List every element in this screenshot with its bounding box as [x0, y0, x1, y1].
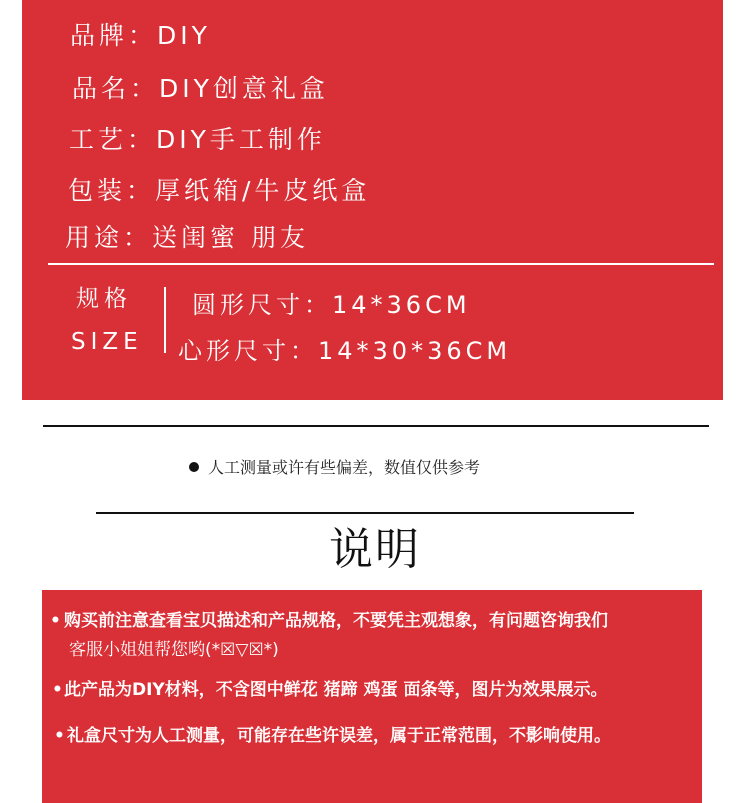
- notice-item-1-line1: 购买前注意查看宝贝描述和产品规格，不要凭主观想象，有问题咨询我们: [64, 611, 608, 631]
- size-heart: 心形尺寸：14*30*36CM: [178, 337, 512, 365]
- notice-item-2: [52, 676, 608, 704]
- bullet-marker: •: [54, 726, 65, 746]
- bullet-dot-icon: [189, 462, 199, 472]
- measurement-note-text: 人工测量或许有些偏差，数值仅供参考: [208, 458, 481, 477]
- notice-panel: [42, 590, 702, 803]
- spec-craft: 工艺：DIY手工制作: [69, 125, 326, 154]
- size-separator: [164, 287, 166, 353]
- top-rule: [43, 425, 709, 427]
- size-label-cn: 规格: [76, 286, 132, 312]
- spec-packaging: 包装：厚纸箱/牛皮纸盒: [68, 176, 371, 205]
- notice-item-3-text: 礼盒尺寸为人工测量，可能存在些许误差，属于正常范围，不影响使用。: [67, 726, 611, 746]
- size-label-en: SIZE: [71, 329, 143, 355]
- spec-divider: [48, 263, 714, 265]
- bullet-marker: •: [50, 611, 61, 631]
- notice-item-1: [50, 607, 608, 635]
- notice-item-1-cont: 客服小姐姐帮您哟(*☒▽☒*): [69, 640, 279, 660]
- bullet-marker: •: [52, 680, 63, 700]
- notice-item-3: [54, 722, 611, 750]
- spec-brand: 品牌：DIY: [70, 21, 211, 50]
- size-round: 圆形尺寸：14*36CM: [192, 291, 471, 319]
- measurement-note: [189, 457, 480, 479]
- title-rule: [96, 512, 634, 514]
- section-title: 说明: [329, 524, 421, 575]
- notice-item-2-text: 此产品为DIY材料，不含图中鲜花 猪蹄 鸡蛋 面条等，图片为效果展示。: [64, 680, 608, 700]
- spec-panel: [22, 0, 723, 400]
- spec-name: 品名：DIY创意礼盒: [72, 74, 329, 103]
- spec-usage: 用途：送闺蜜 朋友: [65, 223, 309, 252]
